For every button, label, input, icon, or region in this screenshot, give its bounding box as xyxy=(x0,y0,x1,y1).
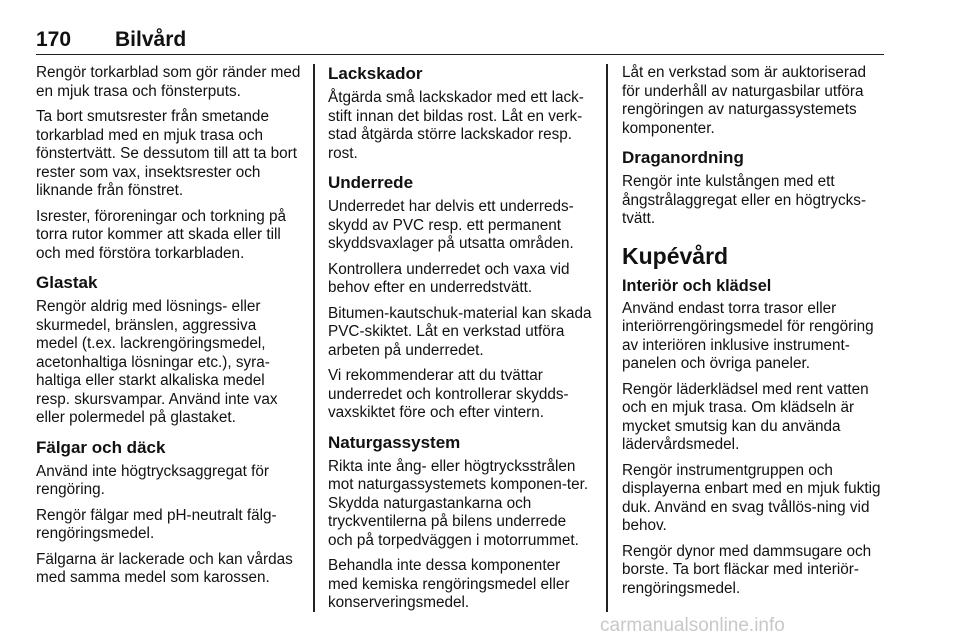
paragraph: Bitumen-kautschuk-material kan skada PVC-skiktet. Låt en verkstad utföra arbeten på underredet. xyxy=(328,304,592,359)
paragraph: Isrester, föroreningar och torkning på torra rutor kommer att skada eller till och med förstöra torkarbladen. xyxy=(36,207,286,262)
paragraph: Rengör dynor med dammsugare och borste. Ta bort fläckar med interiör-rengöringsmedel. xyxy=(622,542,872,597)
paragraph: Kontrollera underredet och vaxa vid behov efter en underredstvätt. xyxy=(328,260,570,296)
column-divider xyxy=(606,64,608,612)
paragraph: Underredet har delvis ett underreds-skydd av PVC resp. ett permanent skyddsvaxlager på utsatta områden. xyxy=(328,198,574,252)
paragraph: Rengör instrumentgruppen och displayerna enbart med en mjuk fuktig duk. Använd en svag tvållös-ning vid behov. xyxy=(622,461,881,534)
paragraph: Rengör läderklädsel med rent vatten och en mjuk trasa. Om klädseln är mycket smutsig kan du använda lädervårdsmedel. xyxy=(622,380,869,453)
paragraph: Låt en verkstad som är auktoriserad för underhåll av naturgasbilar utföra rengöringen av naturgassystemets komponenter. xyxy=(622,64,867,137)
section-heading: Glastak xyxy=(36,273,98,292)
paragraph: Fälgarna är lackerade och kan vårdas med samma medel som karossen. xyxy=(36,550,293,586)
paragraph: Rengör torkarblad som gör ränder med en mjuk trasa och fönsterputs. xyxy=(36,64,301,100)
page-header xyxy=(36,28,884,55)
section-heading: Interiör och klädsel xyxy=(622,276,772,295)
paragraph: Åtgärda små lackskador med ett lack-stift innan det bildas rost. Låt en verk-stad åtgärda större lackskador resp. rost. xyxy=(328,89,584,162)
section-heading: Fälgar och däck xyxy=(36,437,166,457)
paragraph: Rengör inte kulstången med ett ångstrålaggregat eller en högtrycks-tvätt. xyxy=(622,173,867,227)
paragraph: Använd inte högtrycksaggregat för rengöring. xyxy=(36,462,269,498)
section-heading: Underrede xyxy=(328,173,414,192)
watermark: carmanualsonline.info xyxy=(600,615,785,636)
paragraph: Rengör aldrig med lösnings- eller skurmedel, bränslen, aggressiva medel (t.ex. lackrengöringsmedel, acetonhaltiga lösningar etc.), syra-haltiga eller starkt alkaliska medel resp. skursvampar. Använd inte vax eller polermedel på glastaket. xyxy=(36,298,278,426)
column-divider xyxy=(313,64,315,612)
section-heading: Naturgassystem xyxy=(328,432,461,452)
column-3 xyxy=(622,64,887,605)
paragraph: Rikta inte ång- eller högtrycksstrålen mot naturgassystemets komponen-ter. Skydda naturgastankarna och tryckventilerna på bilens underrede och på torpedväggen i motorrummet. xyxy=(328,457,589,549)
paragraph: Behandla inte dessa komponenter med kemiska rengöringsmedel eller konserveringsmedel. xyxy=(328,557,570,611)
page-number: 170 xyxy=(36,28,72,51)
paragraph: Rengör fälgar med pH-neutralt fälg-rengöringsmedel. xyxy=(36,506,277,542)
section-heading: Lackskador xyxy=(328,64,423,83)
column-2 xyxy=(328,64,593,620)
paragraph: Ta bort smutsrester från smetande torkarblad med en mjuk trasa och fönstertvätt. Se dessutom till att ta bort rester som vax, insektsrester och liknande från fönstret. xyxy=(36,108,298,199)
chapter-title: Bilvård xyxy=(115,28,187,51)
section-title: Kupévård xyxy=(622,242,729,269)
column-1 xyxy=(36,64,301,595)
section-heading: Draganordning xyxy=(622,148,744,167)
paragraph: Vi rekommenderar att du tvättar underredet och kontrollerar skydds-vaxskiktet före och efter vintern. xyxy=(328,367,569,421)
paragraph: Använd endast torra trasor eller interiörrengöringsmedel för rengöring av interiören inklusive instrument-panelen och övriga paneler. xyxy=(622,299,874,372)
